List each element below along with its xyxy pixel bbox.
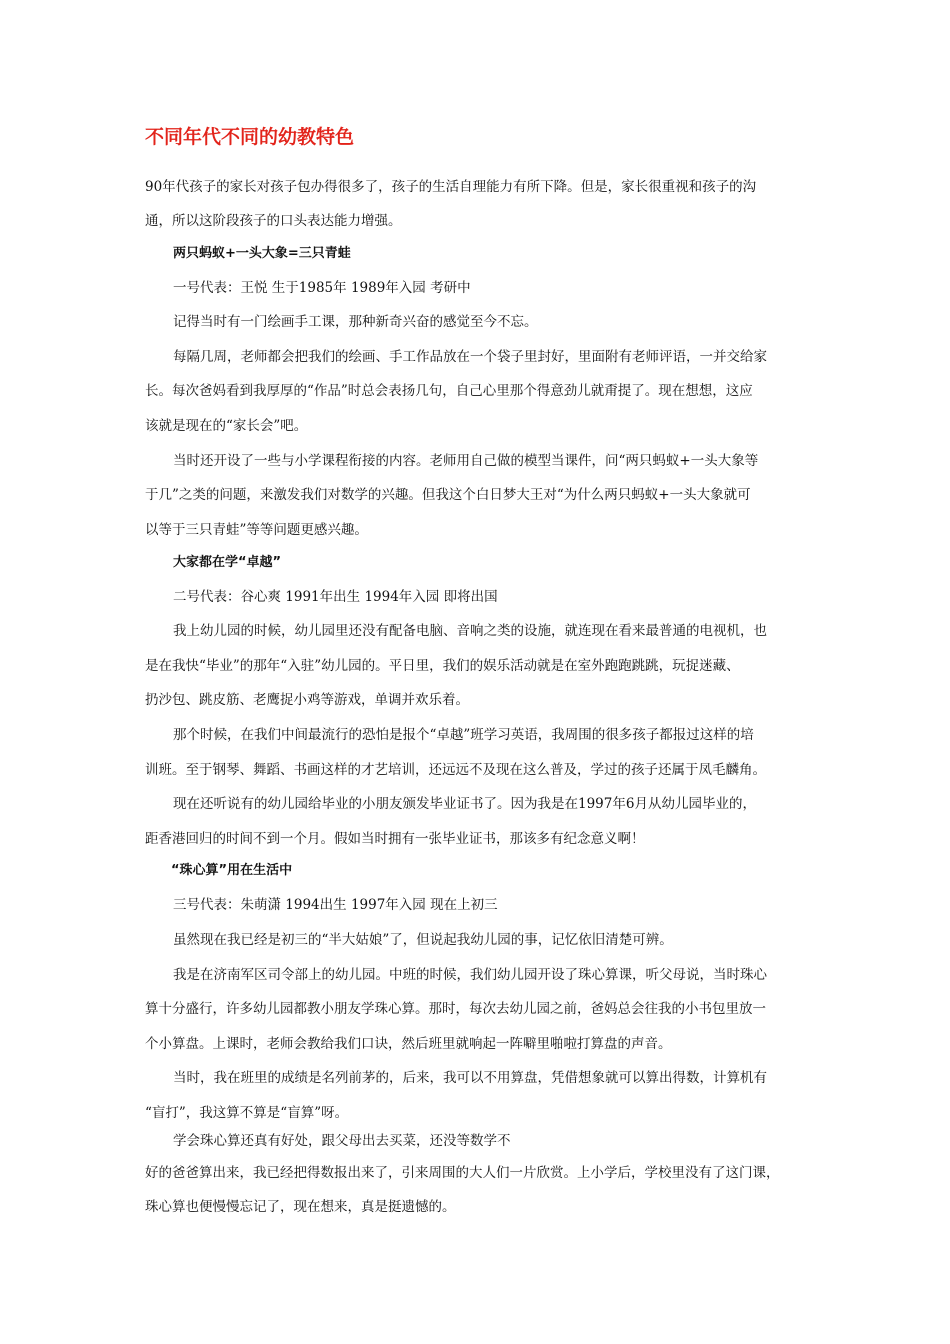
representative-line: 一号代表：王悦 生于1985年 1989年入园 考研中 — [173, 280, 471, 296]
representative-line: 二号代表：谷心爽 1991年出生 1994年入园 即将出国 — [173, 589, 498, 605]
paragraph-line: 距香港回归的时间不到一个月。假如当时拥有一张毕业证书，那该多有纪念意义啊！ — [145, 831, 645, 847]
section-heading: 两只蚂蚁+一头大象=三只青蛙 — [173, 246, 351, 261]
paragraph-line: 该就是现在的“家长会”吧。 — [145, 418, 308, 434]
paragraph-line: 个小算盘。上课时，老师会教给我们口诀，然后班里就响起一阵噼里啪啦打算盘的声音。 — [145, 1036, 672, 1052]
section-heading: “珠心算”用在生活中 — [171, 863, 293, 878]
paragraph-line: 那个时候，在我们中间最流行的恐怕是报个“卓越”班学习英语，我周围的很多孩子都报过这样的培 — [173, 727, 754, 743]
paragraph-line: 珠心算也便慢慢忘记了，现在想来，真是挺遗憾的。 — [145, 1199, 456, 1215]
paragraph-line: 当时，我在班里的成绩是名列前茅的，后来，我可以不用算盘，凭借想象就可以算出得数，计算机有 — [173, 1070, 767, 1086]
paragraph-line: 学会珠心算还真有好处，跟父母出去买菜，还没等数学不 — [173, 1133, 511, 1149]
paragraph-line: 以等于三只青蛙”等等问题更感兴趣。 — [145, 522, 368, 538]
paragraph-line: 每隔几周，老师都会把我们的绘画、手工作品放在一个袋子里封好，里面附有老师评语，一并交给家 — [173, 349, 767, 365]
paragraph-line: 好的爸爸算出来，我已经把得数报出来了，引来周围的大人们一片欣赏。上小学后，学校里没有了这门课， — [145, 1165, 780, 1181]
page-title: 不同年代不同的幼教特色 — [145, 126, 355, 148]
paragraph-line: 虽然现在我已经是初三的“半大姑娘”了，但说起我幼儿园的事，记忆依旧清楚可辨。 — [173, 932, 673, 948]
paragraph-line: 于几”之类的问题，来激发我们对数学的兴趣。但我这个白日梦大王对“为什么两只蚂蚁+一头大象就可 — [145, 487, 751, 503]
paragraph-line: 长。每次爸妈看到我厚厚的“作品”时总会表扬几句，自己心里那个得意劲儿就甭提了。现在想想，这应 — [145, 383, 753, 399]
paragraph-line: 我上幼儿园的时候，幼儿园里还没有配备电脑、音响之类的设施，就连现在看来最普通的电视机，也 — [173, 623, 767, 639]
paragraph-line: 90年代孩子的家长对孩子包办得很多了，孩子的生活自理能力有所下降。但是，家长很重视和孩子的沟 — [145, 179, 757, 195]
paragraph-line: 记得当时有一门绘画手工课，那种新奇兴奋的感觉至今不忘。 — [173, 314, 538, 330]
paragraph-line: “盲打”，我这算不算是“盲算”呀。 — [145, 1105, 349, 1121]
section-heading: 大家都在学“卓越” — [173, 555, 282, 570]
paragraph-line: 我是在济南军区司令部上的幼儿园。中班的时候，我们幼儿园开设了珠心算课，听父母说，当时珠心 — [173, 967, 767, 983]
paragraph-line: 现在还听说有的幼儿园给毕业的小朋友颁发毕业证书了。因为我是在1997年6月从幼儿园毕业的， — [173, 796, 756, 812]
paragraph-line: 算十分盛行，许多幼儿园都教小朋友学珠心算。那时，每次去幼儿园之前，爸妈总会往我的小书包里放一 — [145, 1001, 766, 1017]
paragraph-line: 训班。至于钢琴、舞蹈、书画这样的才艺培训，还远远不及现在这么普及，学过的孩子还属于凤毛麟角。 — [145, 762, 766, 778]
representative-line: 三号代表：朱萌潇 1994出生 1997年入园 现在上初三 — [173, 897, 498, 913]
paragraph-line: 通，所以这阶段孩子的口头表达能力增强。 — [145, 213, 402, 229]
paragraph-line: 扔沙包、跳皮筋、老鹰捉小鸡等游戏，单调并欢乐着。 — [145, 692, 469, 708]
paragraph-line: 是在我快“毕业”的那年“入驻”幼儿园的。平日里，我们的娱乐活动就是在室外跑跑跳跳，玩捉迷藏、 — [145, 658, 740, 674]
paragraph-line: 当时还开设了一些与小学课程衔接的内容。老师用自己做的模型当课件，问“两只蚂蚁+一头大象等 — [173, 453, 759, 469]
